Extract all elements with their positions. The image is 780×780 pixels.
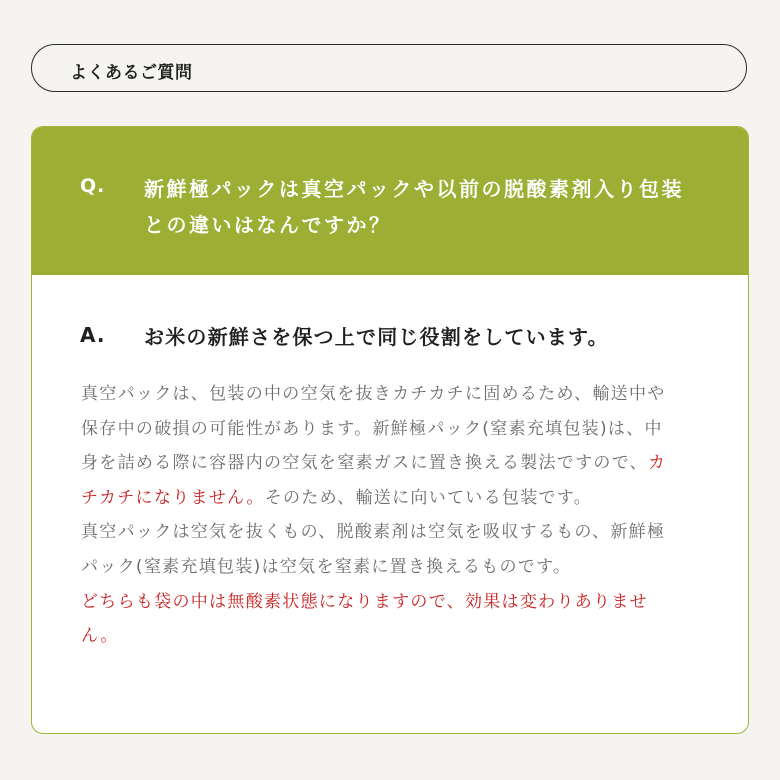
faq-heading-label: よくあるご質問: [70, 63, 193, 83]
faq-card: [31, 126, 749, 734]
paragraph-1-text-b: そのため、輸送に向いている包装です。: [264, 487, 593, 508]
answer-marker: A.: [80, 323, 106, 347]
answer-paragraph-1: [81, 377, 681, 515]
question-text: 新鮮極パックは真空パックや以前の脱酸素剤入り包装との違いはなんですか？: [144, 177, 684, 237]
answer-headline: お米の新鮮さを保つ上で同じ役割をしています。: [144, 325, 609, 349]
answer-paragraph-2: 真空パックは空気を抜くもの、脱酸素剤は空気を吸収するもの、新鮮極パック(窒素充填包装)は空気を窒素に置き換えるものです。: [81, 522, 666, 577]
question-marker: Q.: [80, 175, 106, 197]
answer-body: [81, 377, 681, 654]
faq-heading-pill: [31, 44, 747, 92]
question-band: [32, 127, 748, 275]
paragraph-1-text-a: 真空パックは、包装の中の空気を抜きカチカチに固めるため、輸送中や保存中の破損の可能性があります。新鮮極パック(窒素充填包装)は、中身を詰める際に容器内の空気を窒素ガスに置き換える製法ですので、: [81, 384, 666, 474]
paragraph-1-highlight: カチカチになりません。: [81, 453, 667, 508]
answer-paragraph-3-highlight: どちらも袋の中は無酸素状態になりますので、効果は変わりありません。: [81, 591, 648, 647]
